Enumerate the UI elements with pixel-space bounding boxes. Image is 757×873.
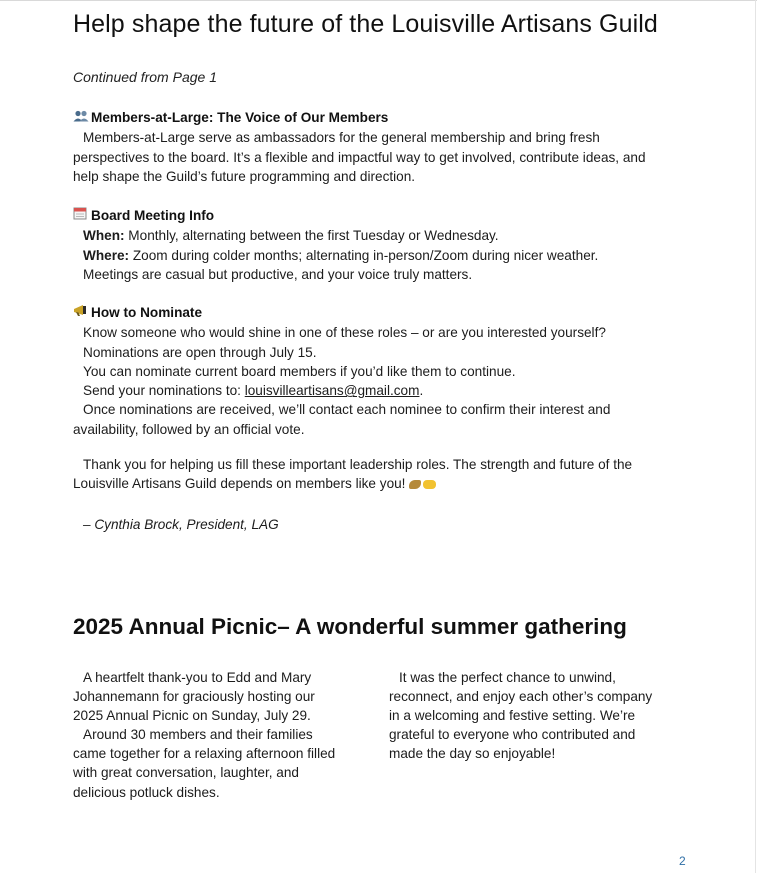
busts-icon (73, 109, 91, 128)
leaf-icon (409, 480, 421, 489)
picnic-line: made the day so enjoyable! (389, 746, 556, 762)
members-line: help shape the Guild’s future programming and direction. (73, 168, 416, 184)
members-heading (73, 108, 683, 128)
nominate-line: Nominations are open through July 15. (83, 344, 317, 360)
right-divider (755, 0, 756, 873)
board-heading-text: Board Meeting Info (91, 208, 215, 223)
picnic-line: A heartfelt thank-you to Edd and Mary (83, 670, 312, 685)
megaphone-icon (73, 304, 91, 323)
nominate-heading-text: How to Nominate (91, 305, 203, 320)
when-text: Monthly, alternating between the first Tuesday or Wednesday. (124, 228, 499, 244)
signature-block (73, 515, 683, 534)
when-label: When: (83, 228, 125, 244)
picnic-line: delicious potluck dishes. (73, 784, 220, 800)
picnic-line: Around 30 members and their families (83, 727, 313, 743)
top-divider (0, 0, 757, 1)
thanks-line-2 (73, 474, 683, 493)
nominate-line: Know someone who would shine in one of these roles – or are you interested yourself? (83, 325, 606, 341)
email-link[interactable]: louisvilleartisans@gmail.com (244, 383, 420, 399)
board-note: Meetings are casual but productive, and your voice truly matters. (83, 266, 473, 282)
page-number: 2 (679, 854, 686, 868)
board-when (73, 226, 683, 245)
picnic-right-column (389, 668, 679, 763)
picnic-line: with great conversation, laughter, and (73, 765, 299, 781)
members-heading-text: Members-at-Large: The Voice of Our Members (91, 110, 389, 125)
nominate-send-line (73, 381, 683, 400)
page-title: Help shape the future of the Louisville Artisans Guild (73, 10, 658, 38)
thanks-line: Thank you for helping us fill these important leadership roles. The strength and future of the (83, 457, 633, 472)
members-line: Members-at-Large serve as ambassadors for the general membership and bring fresh (83, 130, 600, 146)
board-heading (73, 206, 683, 226)
nominate-line: availability, followed by an official vote. (73, 421, 305, 437)
board-section (73, 206, 683, 284)
picnic-line: came together for a relaxing afternoon filled (73, 746, 336, 762)
thanks-text: Louisville Artisans Guild depends on members like you! (73, 476, 406, 492)
picnic-line: grateful to everyone who contributed and (389, 727, 636, 743)
nominate-line: Once nominations are received, we’ll contact each nominee to confirm their interest and (83, 402, 611, 418)
picnic-left-column (73, 668, 363, 802)
members-section (73, 108, 683, 186)
nominate-section (73, 303, 683, 439)
continued-note: Continued from Page 1 (73, 69, 217, 85)
picnic-line: It was the perfect chance to unwind, (399, 670, 616, 685)
nominate-heading (73, 303, 683, 323)
where-text: Zoom during colder months; alternating in-person/Zoom during nicer weather. (129, 247, 599, 263)
clapping-hands-icon (423, 480, 436, 489)
picnic-heading: 2025 Annual Picnic– A wonderful summer gathering (73, 614, 627, 639)
send-prefix: Send your nominations to: (83, 383, 245, 399)
picnic-line: 2025 Annual Picnic on Sunday, July 29. (73, 708, 311, 724)
send-suffix: . (419, 383, 424, 399)
signature: – Cynthia Brock, President, LAG (83, 517, 279, 532)
picnic-line: in a welcoming and festive setting. We’re (389, 708, 636, 724)
nominate-line: You can nominate current board members if you’d like them to continue. (83, 363, 516, 379)
calendar-icon (73, 206, 91, 226)
where-label: Where: (83, 247, 130, 263)
picnic-line: reconnect, and enjoy each other’s company (389, 689, 653, 705)
board-where (73, 246, 683, 265)
picnic-line: Johannemann for graciously hosting our (73, 689, 315, 705)
members-line: perspectives to the board. It’s a flexible and impactful way to get involved, contribute ideas, and (73, 149, 646, 165)
thanks-section (73, 455, 683, 494)
